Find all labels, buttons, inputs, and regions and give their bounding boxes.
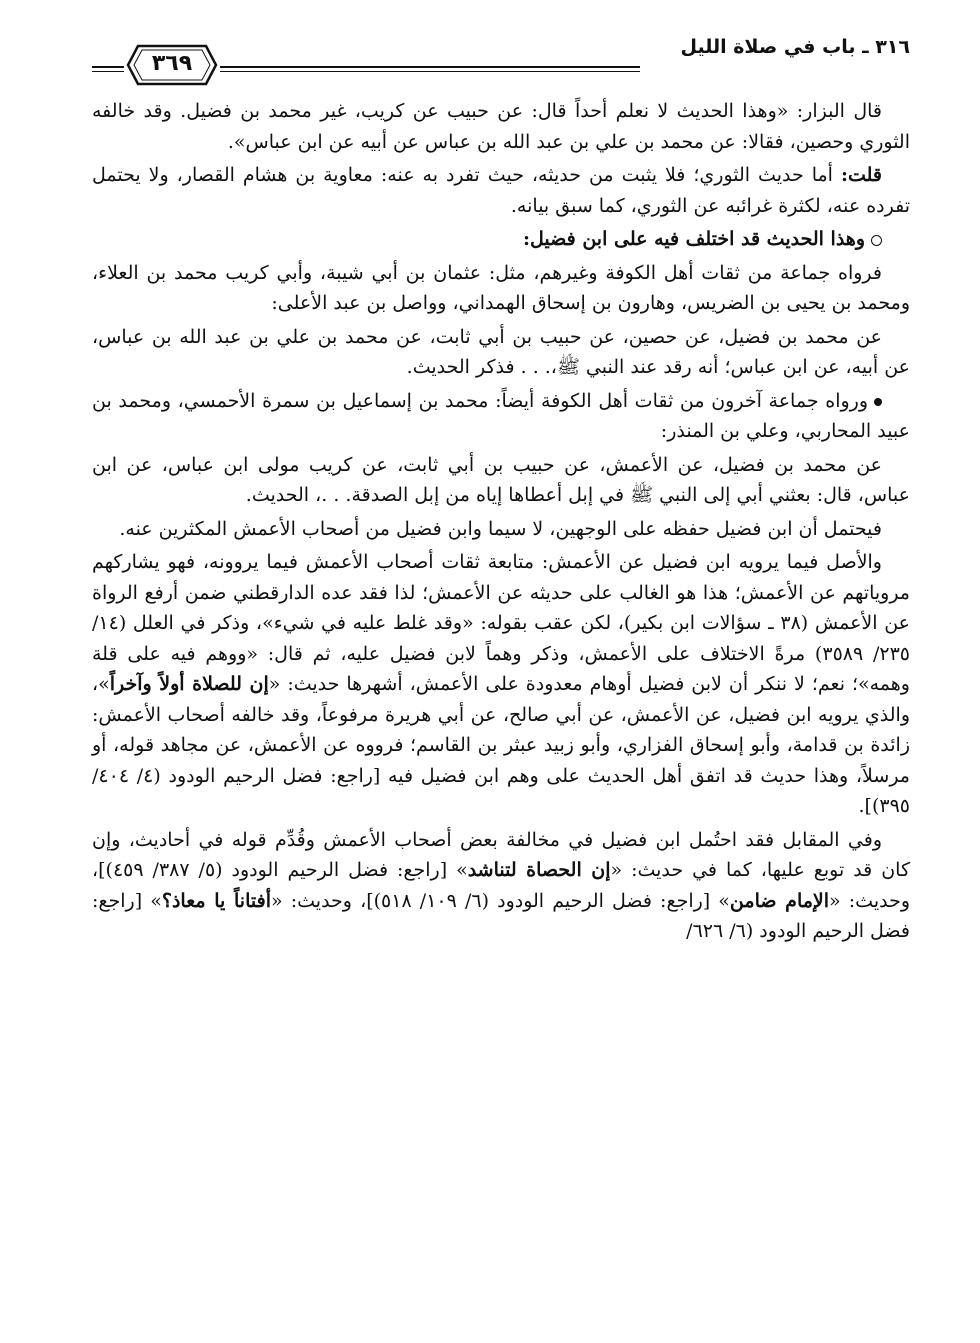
section-heading-text: وهذا الحديث قد اختلف فيه على ابن فضيل: [523, 228, 865, 250]
paragraph-3-text: فرواه جماعة من ثقات أهل الكوفة وغيرهم، مثل: عثمان بن أبي شيبة، وأبي كريب محمد بن العلاء، ومحمد بن يحيى بن الضريس، وهارون بن إسحاق الهمداني، وواصل بن عبد الأعلى: [92, 261, 910, 314]
dot-bullet-icon [874, 398, 882, 406]
paragraph-4-text: عن محمد بن فضيل، عن حصين، عن حبيب بن أبي ثابت، عن محمد بن علي بن عبد الله بن عباس، عن أبيه، عن ابن عباس؛ أنه رقد عند النبي ﷺ،. . . فذكر الحديث. [92, 325, 910, 378]
paragraph-8-text-a: والأصل فيما يرويه ابن فضيل عن الأعمش: متابعة ثقات أصحاب الأعمش فيما يروونه، فهو يشاركهم مروياتهم عن الأعمش؛ هذا هو الغالب على حديثه عن الأعمش؛ لذا فقد عده الدارقطني ضمن أرفع الرواة عن الأعمش (٣٨ ـ سؤالات ابن بكير)، لكن عقب بقوله: «وقد غلط عليه في شيء»، وذكر في العلل (١٤/ ٢٣٥/ ٣٥٨٩) مرةً الاختلاف على الأعمش، وذكر وهماً لابن فضيل عليه، ثم قال: «ووهم فيه على قلة وهمه»؛ نعم؛ لا ننكر أن لابن فضيل أوهام معدودة على الأعمش، أشهرها حديث: « [92, 551, 910, 695]
paragraph-1-text: قال البزار: «وهذا الحديث لا نعلم أحداً قال: عن حبيب عن كريب، غير محمد بن فضيل. وقد خالفه الثوري وحصين، فقالا: عن محمد بن علي بن عبد الله بن عباس عن أبيه عن ابن عباس». [92, 100, 910, 153]
paragraph-9-text-c: » [راجع: فضل الرحيم الودود (٦/ ١٠٩/ ٥١٨)]، وحديث: « [270, 889, 730, 912]
paragraph-5-text: ورواه جماعة آخرون من ثقات أهل الكوفة أيضاً: محمد بن إسماعيل بن سمرة الأحمسي، ومحمد بن عبيد المحاربي، وعلي بن المنذر: [92, 389, 910, 442]
ring-bullet-icon [871, 235, 882, 246]
book-page [92, 28, 910, 950]
page-number: ٣٦٩ [151, 51, 193, 76]
running-title: ٣١٦ ـ باب في صلاة الليل [680, 36, 910, 58]
page-number-badge [124, 42, 220, 88]
paragraph-8-text-b: »، والذي يرويه ابن فضيل، عن الأعمش، عن أبي صالح، عن أبي هريرة مرفوعاً، وقد خالفه أصحاب الأعمش: زائدة بن قدامة، وأبو إسحاق الفزاري، وأبو زبيد عبثر بن القاسم؛ فرووه عن الأعمش، عن مجاهد قوله، أو مرسلاً، وهذا حديث قد اتفق أهل الحديث على وهم ابن فضيل فيه [راجع: فضل الرحيم الودود (٤/ ٤٠٤/ ٣٩٥)]. [92, 673, 910, 817]
paragraph-9-text-d: » [راجع: فضل الرحيم الودود (٦/ ٦٢٦/ [92, 889, 910, 942]
paragraph-1 [92, 96, 910, 157]
hadith-imam: الإمام ضامن [729, 889, 830, 912]
hadith-salah: إن للصلاة أولاً وآخراً [109, 673, 269, 695]
main-text [92, 96, 910, 947]
paragraph-4 [92, 322, 910, 383]
paragraph-9-text-a: وفي المقابل فقد احتُمل ابن فضيل في مخالفة بعض أصحاب الأعمش وقُدِّم قوله في أحاديث، وإن كان قد توبع عليها، كما في حديث: « [92, 828, 910, 881]
paragraph-9-text-b: » [راجع: فضل الرحيم الودود (٥/ ٣٨٧/ ٤٥٩)]، وحديث: « [92, 859, 911, 912]
paragraph-7-text: فيحتمل أن ابن فضيل حفظه على الوجهين، لا سيما وابن فضيل من أصحاب الأعمش المكثرين عنه. [119, 517, 882, 540]
paragraph-7 [92, 514, 910, 545]
qultu-label: قلت: [840, 164, 882, 186]
paragraph-5 [92, 386, 910, 447]
paragraph-6 [92, 450, 910, 511]
hadith-muadh: أفتاناً يا معاذ؟ [161, 889, 271, 912]
paragraph-3 [92, 258, 910, 319]
page-header [92, 28, 910, 86]
paragraph-2 [92, 160, 910, 221]
paragraph-6-text: عن محمد بن فضيل، عن الأعمش، عن حبيب بن أبي ثابت، عن كريب مولى ابن عباس، عن ابن عباس، قال: بعثني أبي إلى النبي ﷺ في إبل أعطاها إياه من إبل الصدقة. . .، الحديث. [92, 453, 910, 506]
section-heading [92, 224, 910, 255]
paragraph-9 [92, 825, 910, 947]
header-rule-left [92, 66, 124, 68]
hadith-hasah: إن الحصاة لتناشد [467, 859, 611, 881]
paragraph-2-text: أما حديث الثوري؛ فلا يثبت من حديثه، حيث تفرد به عنه: معاوية بن هشام القصار، ولا يحتمل تفرده عنه، لكثرة غرائبه عن الثوري، كما سبق بيانه. [92, 164, 910, 217]
paragraph-8 [92, 547, 910, 822]
